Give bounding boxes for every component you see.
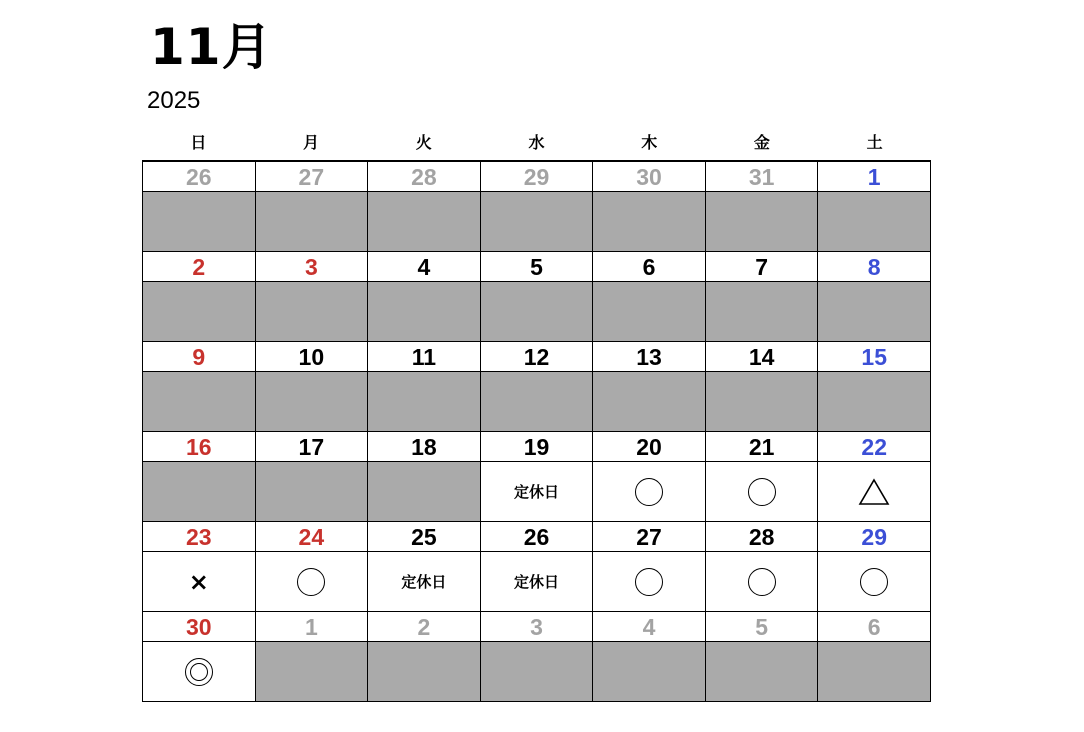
date-number: 8 — [818, 252, 930, 282]
date-number: 26 — [481, 522, 593, 552]
cross-mark-icon: × — [188, 567, 209, 596]
calendar-day-cell — [368, 162, 481, 252]
date-number: 14 — [706, 342, 818, 372]
inactive-day-area — [481, 192, 593, 251]
closed-day-label: 定休日 — [513, 483, 559, 501]
calendar-day-cell — [706, 162, 819, 252]
circle-mark-icon — [860, 568, 888, 596]
day-status-area — [818, 552, 930, 611]
calendar-day-cell — [818, 612, 931, 702]
date-number: 31 — [706, 162, 818, 192]
calendar-day-cell — [143, 522, 256, 612]
calendar-day-cell — [593, 162, 706, 252]
inactive-day-area — [481, 372, 593, 431]
calendar-day-cell — [818, 432, 931, 522]
weekday-header — [142, 132, 931, 158]
calendar-day-cell — [818, 162, 931, 252]
circle-mark-icon — [748, 478, 776, 506]
date-number: 15 — [818, 342, 930, 372]
calendar-day-cell — [593, 432, 706, 522]
inactive-day-area — [368, 282, 480, 341]
date-number: 28 — [368, 162, 480, 192]
calendar-day-cell — [368, 432, 481, 522]
inactive-day-area — [593, 642, 705, 701]
date-number: 3 — [256, 252, 368, 282]
weekday-tue: 火 — [415, 133, 432, 152]
date-number: 29 — [481, 162, 593, 192]
calendar-day-cell — [368, 612, 481, 702]
date-number: 22 — [818, 432, 930, 462]
inactive-day-area — [706, 282, 818, 341]
calendar-day-cell — [256, 252, 369, 342]
calendar-day-cell — [481, 432, 594, 522]
circle-mark-icon — [635, 568, 663, 596]
calendar-grid — [142, 160, 931, 702]
calendar-day-cell — [481, 342, 594, 432]
date-number: 6 — [818, 612, 930, 642]
date-number: 30 — [593, 162, 705, 192]
calendar-day-cell — [593, 522, 706, 612]
day-status-area — [593, 462, 705, 521]
month-title: 11月 — [150, 18, 273, 76]
inactive-day-area — [143, 372, 255, 431]
calendar-day-cell — [143, 432, 256, 522]
calendar-day-cell — [368, 252, 481, 342]
date-number: 28 — [706, 522, 818, 552]
inactive-day-area — [593, 192, 705, 251]
inactive-day-area — [818, 372, 930, 431]
inactive-day-area — [593, 282, 705, 341]
calendar-day-cell — [256, 162, 369, 252]
inactive-day-area — [481, 642, 593, 701]
calendar-day-cell — [706, 522, 819, 612]
calendar-day-cell — [706, 342, 819, 432]
date-number: 23 — [143, 522, 255, 552]
day-status-area — [818, 462, 930, 521]
inactive-day-area — [256, 192, 368, 251]
inactive-day-area — [706, 192, 818, 251]
circle-mark-icon — [748, 568, 776, 596]
triangle-mark-icon — [858, 478, 890, 506]
inactive-day-area — [256, 642, 368, 701]
day-status-area — [481, 462, 593, 521]
calendar-day-cell — [481, 522, 594, 612]
date-number: 26 — [143, 162, 255, 192]
calendar-day-cell — [593, 612, 706, 702]
date-number: 27 — [256, 162, 368, 192]
calendar-day-cell — [818, 342, 931, 432]
day-status-area — [481, 552, 593, 611]
date-number: 9 — [143, 342, 255, 372]
double-circle-mark-icon — [185, 658, 213, 686]
calendar-day-cell — [256, 342, 369, 432]
calendar-day-cell — [143, 612, 256, 702]
date-number: 1 — [818, 162, 930, 192]
calendar-day-cell — [143, 252, 256, 342]
inactive-day-area — [143, 192, 255, 251]
inactive-day-area — [368, 462, 480, 521]
date-number: 10 — [256, 342, 368, 372]
day-status-area — [706, 552, 818, 611]
calendar-day-cell — [256, 522, 369, 612]
inactive-day-area — [593, 372, 705, 431]
closed-day-label: 定休日 — [401, 573, 447, 591]
circle-mark-icon — [635, 478, 663, 506]
weekday-thu: 木 — [641, 133, 658, 152]
inactive-day-area — [368, 642, 480, 701]
date-number: 25 — [368, 522, 480, 552]
day-status-area — [593, 552, 705, 611]
calendar-day-cell — [256, 612, 369, 702]
calendar-day-cell — [593, 342, 706, 432]
date-number: 24 — [256, 522, 368, 552]
date-number: 2 — [143, 252, 255, 282]
date-number: 3 — [481, 612, 593, 642]
calendar-day-cell — [481, 612, 594, 702]
day-status-area — [368, 552, 480, 611]
calendar-day-cell — [368, 522, 481, 612]
inactive-day-area — [368, 372, 480, 431]
date-number: 5 — [481, 252, 593, 282]
date-number: 17 — [256, 432, 368, 462]
date-number: 12 — [481, 342, 593, 372]
year-label: 2025 — [147, 87, 201, 114]
calendar-day-cell — [368, 342, 481, 432]
weekday-sun: 日 — [190, 133, 207, 152]
inactive-day-area — [368, 192, 480, 251]
date-number: 4 — [368, 252, 480, 282]
weekday-wed: 水 — [528, 133, 545, 152]
date-number: 5 — [706, 612, 818, 642]
calendar-day-cell — [818, 522, 931, 612]
circle-mark-icon — [297, 568, 325, 596]
calendar-day-cell — [481, 252, 594, 342]
date-number: 11 — [368, 342, 480, 372]
inactive-day-area — [256, 372, 368, 431]
date-number: 21 — [706, 432, 818, 462]
inactive-day-area — [481, 282, 593, 341]
inactive-day-area — [706, 642, 818, 701]
day-status-area — [706, 462, 818, 521]
calendar-day-cell — [818, 252, 931, 342]
inactive-day-area — [256, 462, 368, 521]
date-number: 30 — [143, 612, 255, 642]
inactive-day-area — [706, 372, 818, 431]
date-number: 19 — [481, 432, 593, 462]
day-status-area — [143, 642, 255, 701]
date-number: 20 — [593, 432, 705, 462]
calendar-day-cell — [143, 342, 256, 432]
date-number: 18 — [368, 432, 480, 462]
weekday-sat: 土 — [866, 133, 883, 152]
inactive-day-area — [143, 282, 255, 341]
calendar-day-cell — [256, 432, 369, 522]
inactive-day-area — [818, 192, 930, 251]
weekday-fri: 金 — [753, 133, 770, 152]
inactive-day-area — [818, 642, 930, 701]
date-number: 27 — [593, 522, 705, 552]
calendar-day-cell — [593, 252, 706, 342]
calendar-day-cell — [706, 252, 819, 342]
date-number: 1 — [256, 612, 368, 642]
calendar-day-cell — [706, 612, 819, 702]
closed-day-label: 定休日 — [513, 573, 559, 591]
date-number: 16 — [143, 432, 255, 462]
day-status-area — [256, 552, 368, 611]
date-number: 29 — [818, 522, 930, 552]
date-number: 6 — [593, 252, 705, 282]
calendar-day-cell — [481, 162, 594, 252]
date-number: 2 — [368, 612, 480, 642]
day-status-area — [143, 552, 255, 611]
weekday-mon: 月 — [303, 133, 320, 152]
date-number: 13 — [593, 342, 705, 372]
inactive-day-area — [256, 282, 368, 341]
calendar-day-cell — [143, 162, 256, 252]
date-number: 7 — [706, 252, 818, 282]
calendar-day-cell — [706, 432, 819, 522]
date-number: 4 — [593, 612, 705, 642]
inactive-day-area — [818, 282, 930, 341]
inactive-day-area — [143, 462, 255, 521]
